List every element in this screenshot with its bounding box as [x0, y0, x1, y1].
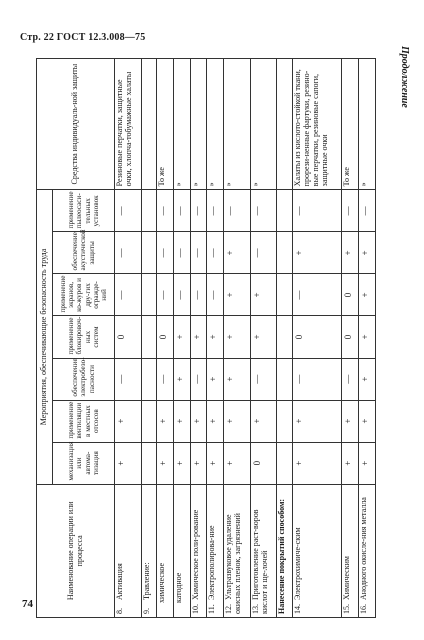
header-measure-5: применение экранов, ко-журов и дру-гих огражде-ний [53, 274, 115, 316]
measure-mark-2: + [223, 400, 250, 442]
measure-mark-1: + [173, 442, 190, 484]
measure-mark-4: 0 [292, 316, 342, 358]
table-body [115, 59, 376, 618]
header-operation: Наименование операции или процесса [37, 484, 115, 617]
measure-mark-2: + [115, 400, 142, 442]
measure-mark-5: — [173, 274, 190, 316]
operation-name: Приготовление раст-воров кислот и ще-лочей [250, 509, 269, 614]
measure-mark-7: — [157, 190, 174, 232]
measure-mark-5: 0 [342, 274, 359, 316]
measure-mark-2: + [173, 400, 190, 442]
measure-mark-5: + [359, 274, 376, 316]
page-number: 74 [22, 598, 33, 610]
measure-mark-6: — [157, 232, 174, 274]
ppe-cell: » [207, 59, 224, 190]
measure-mark-2: + [190, 400, 207, 442]
table-row [359, 59, 376, 618]
table-row [141, 59, 156, 618]
header-measure-2: применение вентиляции в местных отсосов [53, 400, 115, 442]
ppe-cell: То же [157, 59, 174, 190]
measure-mark-6 [277, 232, 292, 274]
operation-name: Ультразвуковое удаление окисных пленок, загрязнений [223, 513, 242, 614]
table-row [207, 59, 224, 618]
measure-mark-2: + [359, 400, 376, 442]
operation-name: Нанесение покрытий способом: [277, 498, 287, 614]
ppe-cell: То же [342, 59, 359, 190]
measure-mark-4: 0 [115, 316, 142, 358]
operation-number: 14. [292, 604, 302, 614]
operation-number: 15. [342, 604, 352, 614]
measure-mark-1: + [207, 442, 224, 484]
measure-mark-1: + [115, 442, 142, 484]
operation-cell [292, 484, 342, 617]
measure-mark-3: + [207, 358, 224, 400]
operation-name: Анодного окисле-ния металла [359, 497, 369, 600]
measure-mark-3: — [157, 358, 174, 400]
operation-number: 13. [250, 604, 260, 614]
operation-cell [173, 484, 190, 617]
header-measure-7: применение пылеосаси-тельных установок [53, 190, 115, 232]
measure-mark-7: — [342, 190, 359, 232]
table-row [250, 59, 277, 618]
measure-mark-4: + [250, 316, 277, 358]
measure-mark-6: + [359, 232, 376, 274]
measure-mark-6: — [115, 232, 142, 274]
measure-mark-4: 0 [342, 316, 359, 358]
table-row [173, 59, 190, 618]
measure-mark-5: — [292, 274, 342, 316]
ppe-cell: » [250, 59, 277, 190]
measure-mark-4: + [207, 316, 224, 358]
operation-number: 12. [223, 604, 233, 614]
operation-name: Активация [115, 563, 124, 600]
measure-mark-3: + [359, 358, 376, 400]
measure-mark-4: 0 [157, 316, 174, 358]
table-row [157, 59, 174, 618]
operation-name: Электрохимиче-ским [292, 527, 302, 600]
measure-mark-1: + [292, 442, 342, 484]
table-row [292, 59, 342, 618]
ppe-cell: » [359, 59, 376, 190]
operation-name: Электрополирова-ние [207, 525, 217, 600]
header-measures-group: Мероприятия, обеспечивающие безопасность труда [37, 190, 53, 484]
measure-mark-7: — [115, 190, 142, 232]
measure-mark-3: + [173, 358, 190, 400]
header-measure-6: обеспечение акустической защиты [53, 232, 115, 274]
operation-number: 9. [141, 608, 151, 614]
measure-mark-6: — [250, 232, 277, 274]
operation-cell [223, 484, 250, 617]
header-measure-3: обеспечение электробезо-пасности [53, 358, 115, 400]
ppe-cell: Халаты из кислото-стойкой ткани, прорези-ненные фартуки, резино-вые перчатки, резиновые сапоги, защитные очки [292, 59, 342, 190]
ppe-cell: Резиновые перчатки, защитные очки, хлопча-тобумажные халаты [115, 59, 142, 190]
measure-mark-2: + [207, 400, 224, 442]
measure-mark-1: + [342, 442, 359, 484]
measure-mark-5: + [250, 274, 277, 316]
measure-mark-2 [141, 400, 156, 442]
measure-mark-2: + [342, 400, 359, 442]
table-row [115, 59, 142, 618]
measure-mark-5: — [207, 274, 224, 316]
header-measure-1: механизация или автома-тизация [53, 442, 115, 484]
operation-number: 8. [115, 608, 124, 614]
measure-mark-1 [141, 442, 156, 484]
measure-mark-1: + [190, 442, 207, 484]
measure-mark-5 [141, 274, 156, 316]
operation-cell [190, 484, 207, 617]
measure-mark-7: — [207, 190, 224, 232]
operation-cell [250, 484, 277, 617]
ppe-cell [141, 59, 156, 190]
measure-mark-5: + [223, 274, 250, 316]
ppe-cell [277, 59, 292, 190]
measure-mark-6: — [190, 232, 207, 274]
operation-cell [207, 484, 224, 617]
operation-name: химическое [157, 562, 167, 603]
measure-mark-3: — [115, 358, 142, 400]
measure-mark-1 [277, 442, 292, 484]
measure-mark-5: — [157, 274, 174, 316]
measure-mark-7: — [292, 190, 342, 232]
measure-mark-5: — [115, 274, 142, 316]
measure-mark-2: + [292, 400, 342, 442]
table-row [223, 59, 250, 618]
table-row [190, 59, 207, 618]
operation-name: Химическое поли-рование [190, 509, 200, 600]
measure-mark-4: + [359, 316, 376, 358]
header-measure-4: применение блокировоч-ных систем [53, 316, 115, 358]
operation-cell [141, 484, 156, 617]
operation-cell [115, 484, 142, 617]
measure-mark-7: — [173, 190, 190, 232]
measure-mark-7: — [223, 190, 250, 232]
measure-mark-4: + [190, 316, 207, 358]
operation-name: Химическим [342, 556, 352, 600]
measure-mark-4: + [173, 316, 190, 358]
measure-mark-3: — [342, 358, 359, 400]
measure-mark-1: + [157, 442, 174, 484]
measure-mark-2: + [250, 400, 277, 442]
operation-cell [157, 484, 174, 617]
operation-cell [359, 484, 376, 617]
measure-mark-7 [141, 190, 156, 232]
measure-mark-1: + [223, 442, 250, 484]
measure-mark-6: + [223, 232, 250, 274]
measure-mark-4 [277, 316, 292, 358]
continuation-label: Продолжение [399, 46, 410, 108]
measure-mark-5: — [190, 274, 207, 316]
measure-mark-3: — [292, 358, 342, 400]
measure-mark-1: + [359, 442, 376, 484]
page-header: Стр. 22 ГОСТ 12.3.008—75 [20, 32, 146, 43]
header-ppe: Средства индивидуаль-ной защиты [37, 59, 115, 190]
measure-mark-3 [141, 358, 156, 400]
measure-mark-2: + [157, 400, 174, 442]
measure-mark-3: — [250, 358, 277, 400]
measure-mark-7 [277, 190, 292, 232]
measure-mark-2 [277, 400, 292, 442]
measure-mark-5 [277, 274, 292, 316]
measure-mark-7: — [190, 190, 207, 232]
measure-mark-3: — [190, 358, 207, 400]
safety-measures-table [36, 58, 376, 618]
operation-number: 11. [207, 604, 217, 614]
table-row [342, 59, 359, 618]
table-section-row [277, 59, 292, 618]
measure-mark-3 [277, 358, 292, 400]
measure-mark-1: 0 [250, 442, 277, 484]
measure-mark-7: — [250, 190, 277, 232]
measure-mark-6: + [292, 232, 342, 274]
measure-mark-6 [141, 232, 156, 274]
operation-name: Травление: [141, 562, 151, 600]
measure-mark-6: — [207, 232, 224, 274]
operation-cell [342, 484, 359, 617]
measure-mark-7: — [359, 190, 376, 232]
operation-number: 10. [190, 604, 200, 614]
measure-mark-6: — [173, 232, 190, 274]
operation-cell [277, 484, 292, 617]
ppe-cell: » [190, 59, 207, 190]
operation-name: катодное [173, 572, 183, 603]
measure-mark-4: + [223, 316, 250, 358]
measure-mark-4 [141, 316, 156, 358]
measure-mark-6: + [342, 232, 359, 274]
safety-measures-table-wrap [36, 58, 376, 618]
ppe-cell: » [173, 59, 190, 190]
ppe-cell: » [223, 59, 250, 190]
operation-number: 16. [359, 604, 369, 614]
measure-mark-3: + [223, 358, 250, 400]
